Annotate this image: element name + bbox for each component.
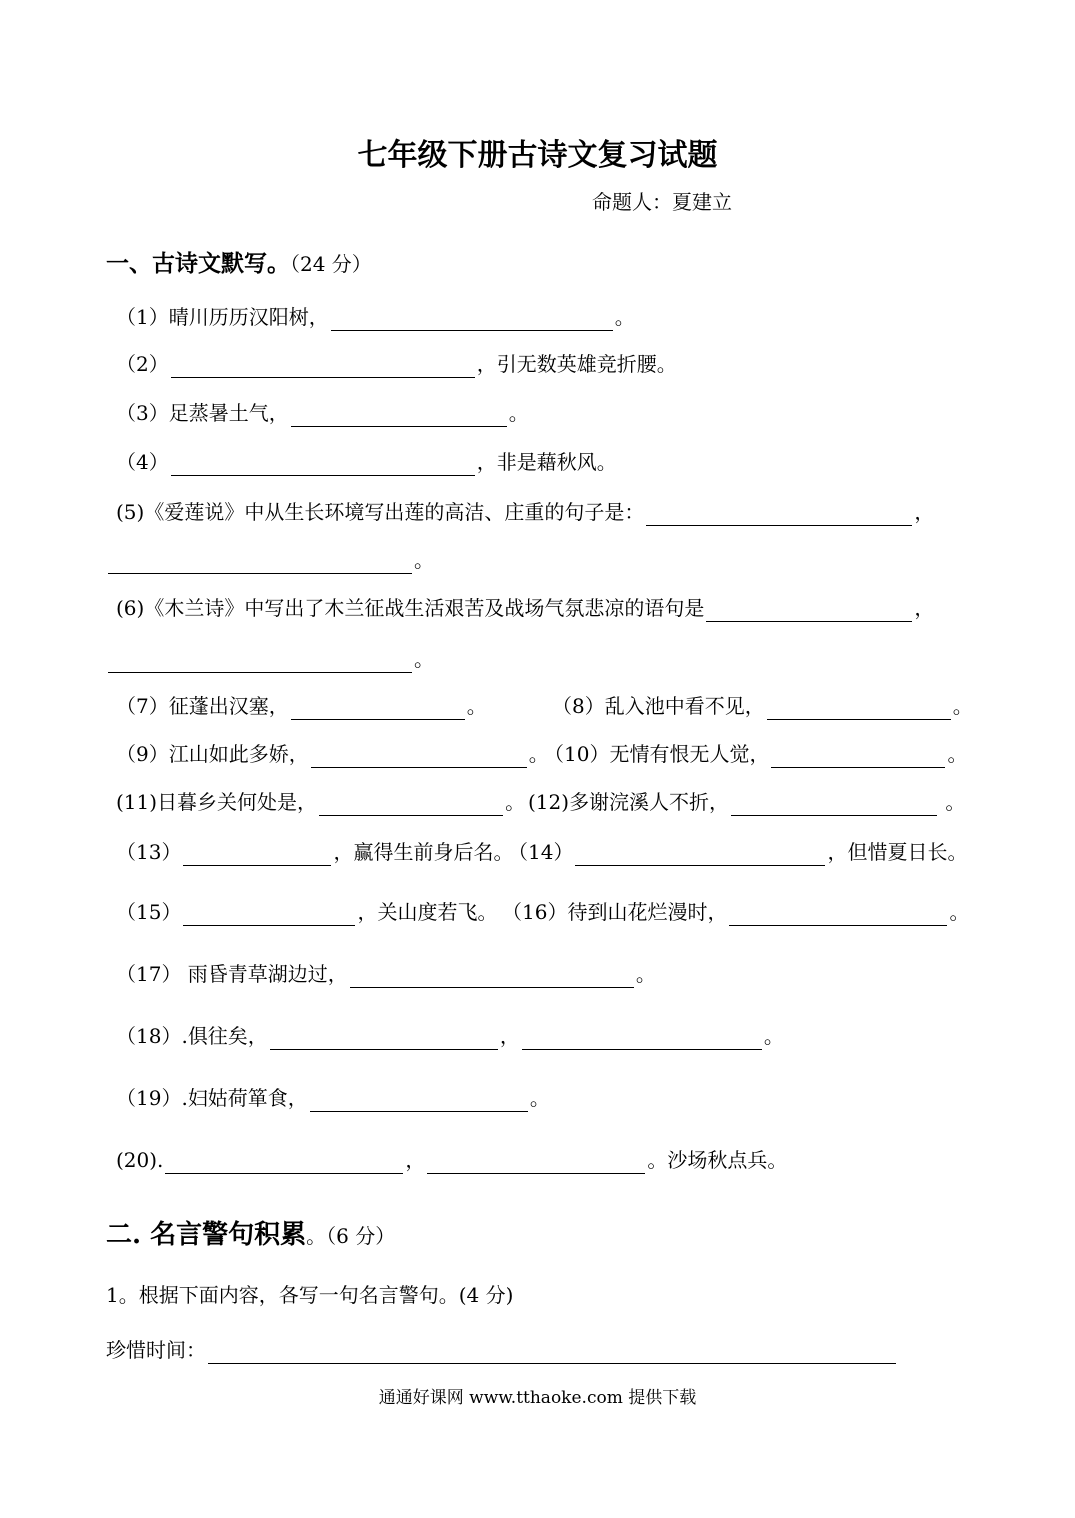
question-label: （2） bbox=[116, 352, 169, 376]
question-text: ，但惜夏日长。 bbox=[827, 840, 968, 864]
answer-blank[interactable] bbox=[291, 404, 507, 427]
section1-points: （24 分） bbox=[290, 252, 372, 276]
question-label: （9） bbox=[116, 742, 169, 766]
answer-blank[interactable] bbox=[171, 453, 475, 476]
question-text: 。 bbox=[414, 548, 434, 572]
question-text: ， bbox=[914, 596, 935, 620]
question-8 bbox=[552, 692, 973, 720]
question-text: ， bbox=[499, 1024, 520, 1048]
question-text: 。 bbox=[939, 790, 966, 814]
question-text: 。 bbox=[763, 1024, 784, 1048]
question-7 bbox=[116, 692, 487, 720]
question-text: 多谢浣溪人不折， bbox=[569, 790, 730, 814]
answer-blank[interactable] bbox=[427, 1151, 645, 1174]
question-text: 。沙场秋点兵。 bbox=[647, 1148, 788, 1172]
question-text: 。 bbox=[466, 694, 487, 718]
question-text: 。 bbox=[529, 1086, 550, 1110]
question-text: 晴川历历汉阳树， bbox=[168, 305, 329, 329]
question-12 bbox=[528, 788, 965, 816]
question-label: (12) bbox=[528, 790, 570, 814]
answer-blank[interactable] bbox=[331, 308, 613, 331]
question-18 bbox=[116, 1022, 784, 1050]
question-text: ， bbox=[914, 500, 935, 524]
answer-blank[interactable] bbox=[575, 843, 825, 866]
question-1 bbox=[116, 303, 635, 331]
answer-blank[interactable] bbox=[171, 355, 475, 378]
answer-blank[interactable] bbox=[311, 745, 527, 768]
question-text: 待到山花烂漫时， bbox=[567, 900, 728, 924]
question-label: (20). bbox=[116, 1148, 164, 1172]
answer-blank[interactable] bbox=[108, 551, 412, 574]
section2-heading bbox=[106, 1214, 395, 1251]
question-3 bbox=[116, 399, 529, 427]
question-label: （10） bbox=[544, 742, 610, 766]
question-16 bbox=[502, 898, 969, 926]
question-10 bbox=[544, 740, 967, 768]
question-text: ，引无数英雄竞折腰。 bbox=[476, 352, 677, 376]
question-label: （18）. bbox=[116, 1024, 188, 1048]
question-label: (6) bbox=[116, 596, 145, 620]
answer-blank[interactable] bbox=[319, 793, 503, 816]
section2-question-1a bbox=[106, 1336, 898, 1364]
question-text: 征蓬出汉塞， bbox=[168, 694, 289, 718]
answer-blank[interactable] bbox=[165, 1151, 403, 1174]
question-text: 妇姑荷箪食， bbox=[187, 1086, 308, 1110]
question-text: 。 bbox=[614, 305, 635, 329]
question-text: 俱往矣， bbox=[187, 1024, 268, 1048]
question-label: （8） bbox=[552, 694, 605, 718]
page-title: 七年级下册古诗文复习试题 bbox=[357, 138, 718, 173]
question-text: 《爱莲说》中从生长环境写出莲的高洁、庄重的句子是： bbox=[144, 500, 645, 524]
question-text: 。 bbox=[635, 962, 656, 986]
question-text: 。 bbox=[947, 742, 968, 766]
answer-blank[interactable] bbox=[731, 793, 937, 816]
question-14 bbox=[508, 838, 967, 866]
question-label: （4） bbox=[116, 450, 169, 474]
question-text: 。 bbox=[414, 647, 434, 671]
question-15 bbox=[116, 898, 497, 926]
question-2 bbox=[116, 350, 677, 378]
question-label: （15） bbox=[116, 900, 182, 924]
answer-blank[interactable] bbox=[270, 1027, 498, 1050]
section2-title: 二. 名言警句积累 bbox=[106, 1220, 307, 1250]
answer-blank[interactable] bbox=[522, 1027, 762, 1050]
question-19 bbox=[116, 1084, 550, 1112]
question-5 bbox=[116, 498, 934, 526]
section2-points: 。（6 分） bbox=[306, 1224, 396, 1248]
answer-blank[interactable] bbox=[291, 697, 465, 720]
answer-blank[interactable] bbox=[208, 1341, 896, 1364]
question-label: （16） bbox=[502, 900, 568, 924]
answer-blank[interactable] bbox=[771, 745, 945, 768]
question-11 bbox=[116, 788, 525, 816]
question-text: 珍惜时间： bbox=[106, 1338, 206, 1362]
answer-blank[interactable] bbox=[183, 843, 331, 866]
question-label: （7） bbox=[116, 694, 169, 718]
question-label: （3） bbox=[116, 401, 169, 425]
section2-question-1: 1。根据下面内容，各写一句名言警句。(4 分) bbox=[106, 1283, 514, 1307]
question-text: 雨昏青草湖边过， bbox=[181, 962, 348, 986]
question-text: 。 bbox=[505, 790, 526, 814]
question-text: 。 bbox=[949, 900, 970, 924]
question-text: 江山如此多娇， bbox=[168, 742, 309, 766]
question-text: 无情有恨无人觉， bbox=[609, 742, 770, 766]
answer-blank[interactable] bbox=[729, 903, 947, 926]
answer-blank[interactable] bbox=[646, 503, 912, 526]
question-label: （19）. bbox=[116, 1086, 188, 1110]
question-text: 足蒸暑土气， bbox=[168, 401, 289, 425]
question-label: （17） bbox=[116, 962, 182, 986]
answer-blank[interactable] bbox=[108, 650, 412, 673]
question-13 bbox=[116, 838, 513, 866]
footer: 通通好课网 www.tthaoke.com 提供下载 bbox=[378, 1388, 697, 1408]
answer-blank[interactable] bbox=[706, 599, 912, 622]
section1-title: 一、古诗文默写。 bbox=[106, 250, 290, 277]
question-4 bbox=[116, 448, 617, 476]
question-17 bbox=[116, 960, 656, 988]
question-text: ， bbox=[405, 1148, 426, 1172]
question-text: ，关山度若飞。 bbox=[357, 900, 498, 924]
question-6 bbox=[116, 594, 934, 622]
question-text: 。 bbox=[952, 694, 973, 718]
question-text: ，非是藉秋风。 bbox=[476, 450, 617, 474]
answer-blank[interactable] bbox=[183, 903, 355, 926]
question-label: （1） bbox=[116, 305, 169, 329]
section1-heading bbox=[106, 245, 372, 278]
question-5-continued bbox=[106, 546, 434, 574]
question-text: ，赢得生前身后名。 bbox=[333, 840, 514, 864]
question-label: (11) bbox=[116, 790, 158, 814]
answer-blank[interactable] bbox=[350, 965, 634, 988]
answer-blank[interactable] bbox=[310, 1089, 528, 1112]
question-label: （13） bbox=[116, 840, 182, 864]
answer-blank[interactable] bbox=[767, 697, 951, 720]
question-text: 《木兰诗》中写出了木兰征战生活艰苦及战场气氛悲凉的语句是 bbox=[144, 596, 705, 620]
question-label: (5) bbox=[116, 500, 145, 524]
question-text: 日暮乡关何处是， bbox=[157, 790, 318, 814]
question-text: 。 bbox=[528, 742, 549, 766]
author-line: 命题人：夏建立 bbox=[592, 190, 732, 214]
question-text: 。 bbox=[508, 401, 529, 425]
question-20 bbox=[116, 1146, 787, 1174]
question-label: （14） bbox=[508, 840, 574, 864]
question-text: 乱入池中看不见， bbox=[604, 694, 765, 718]
question-9 bbox=[116, 740, 549, 768]
question-6-continued bbox=[106, 645, 434, 673]
